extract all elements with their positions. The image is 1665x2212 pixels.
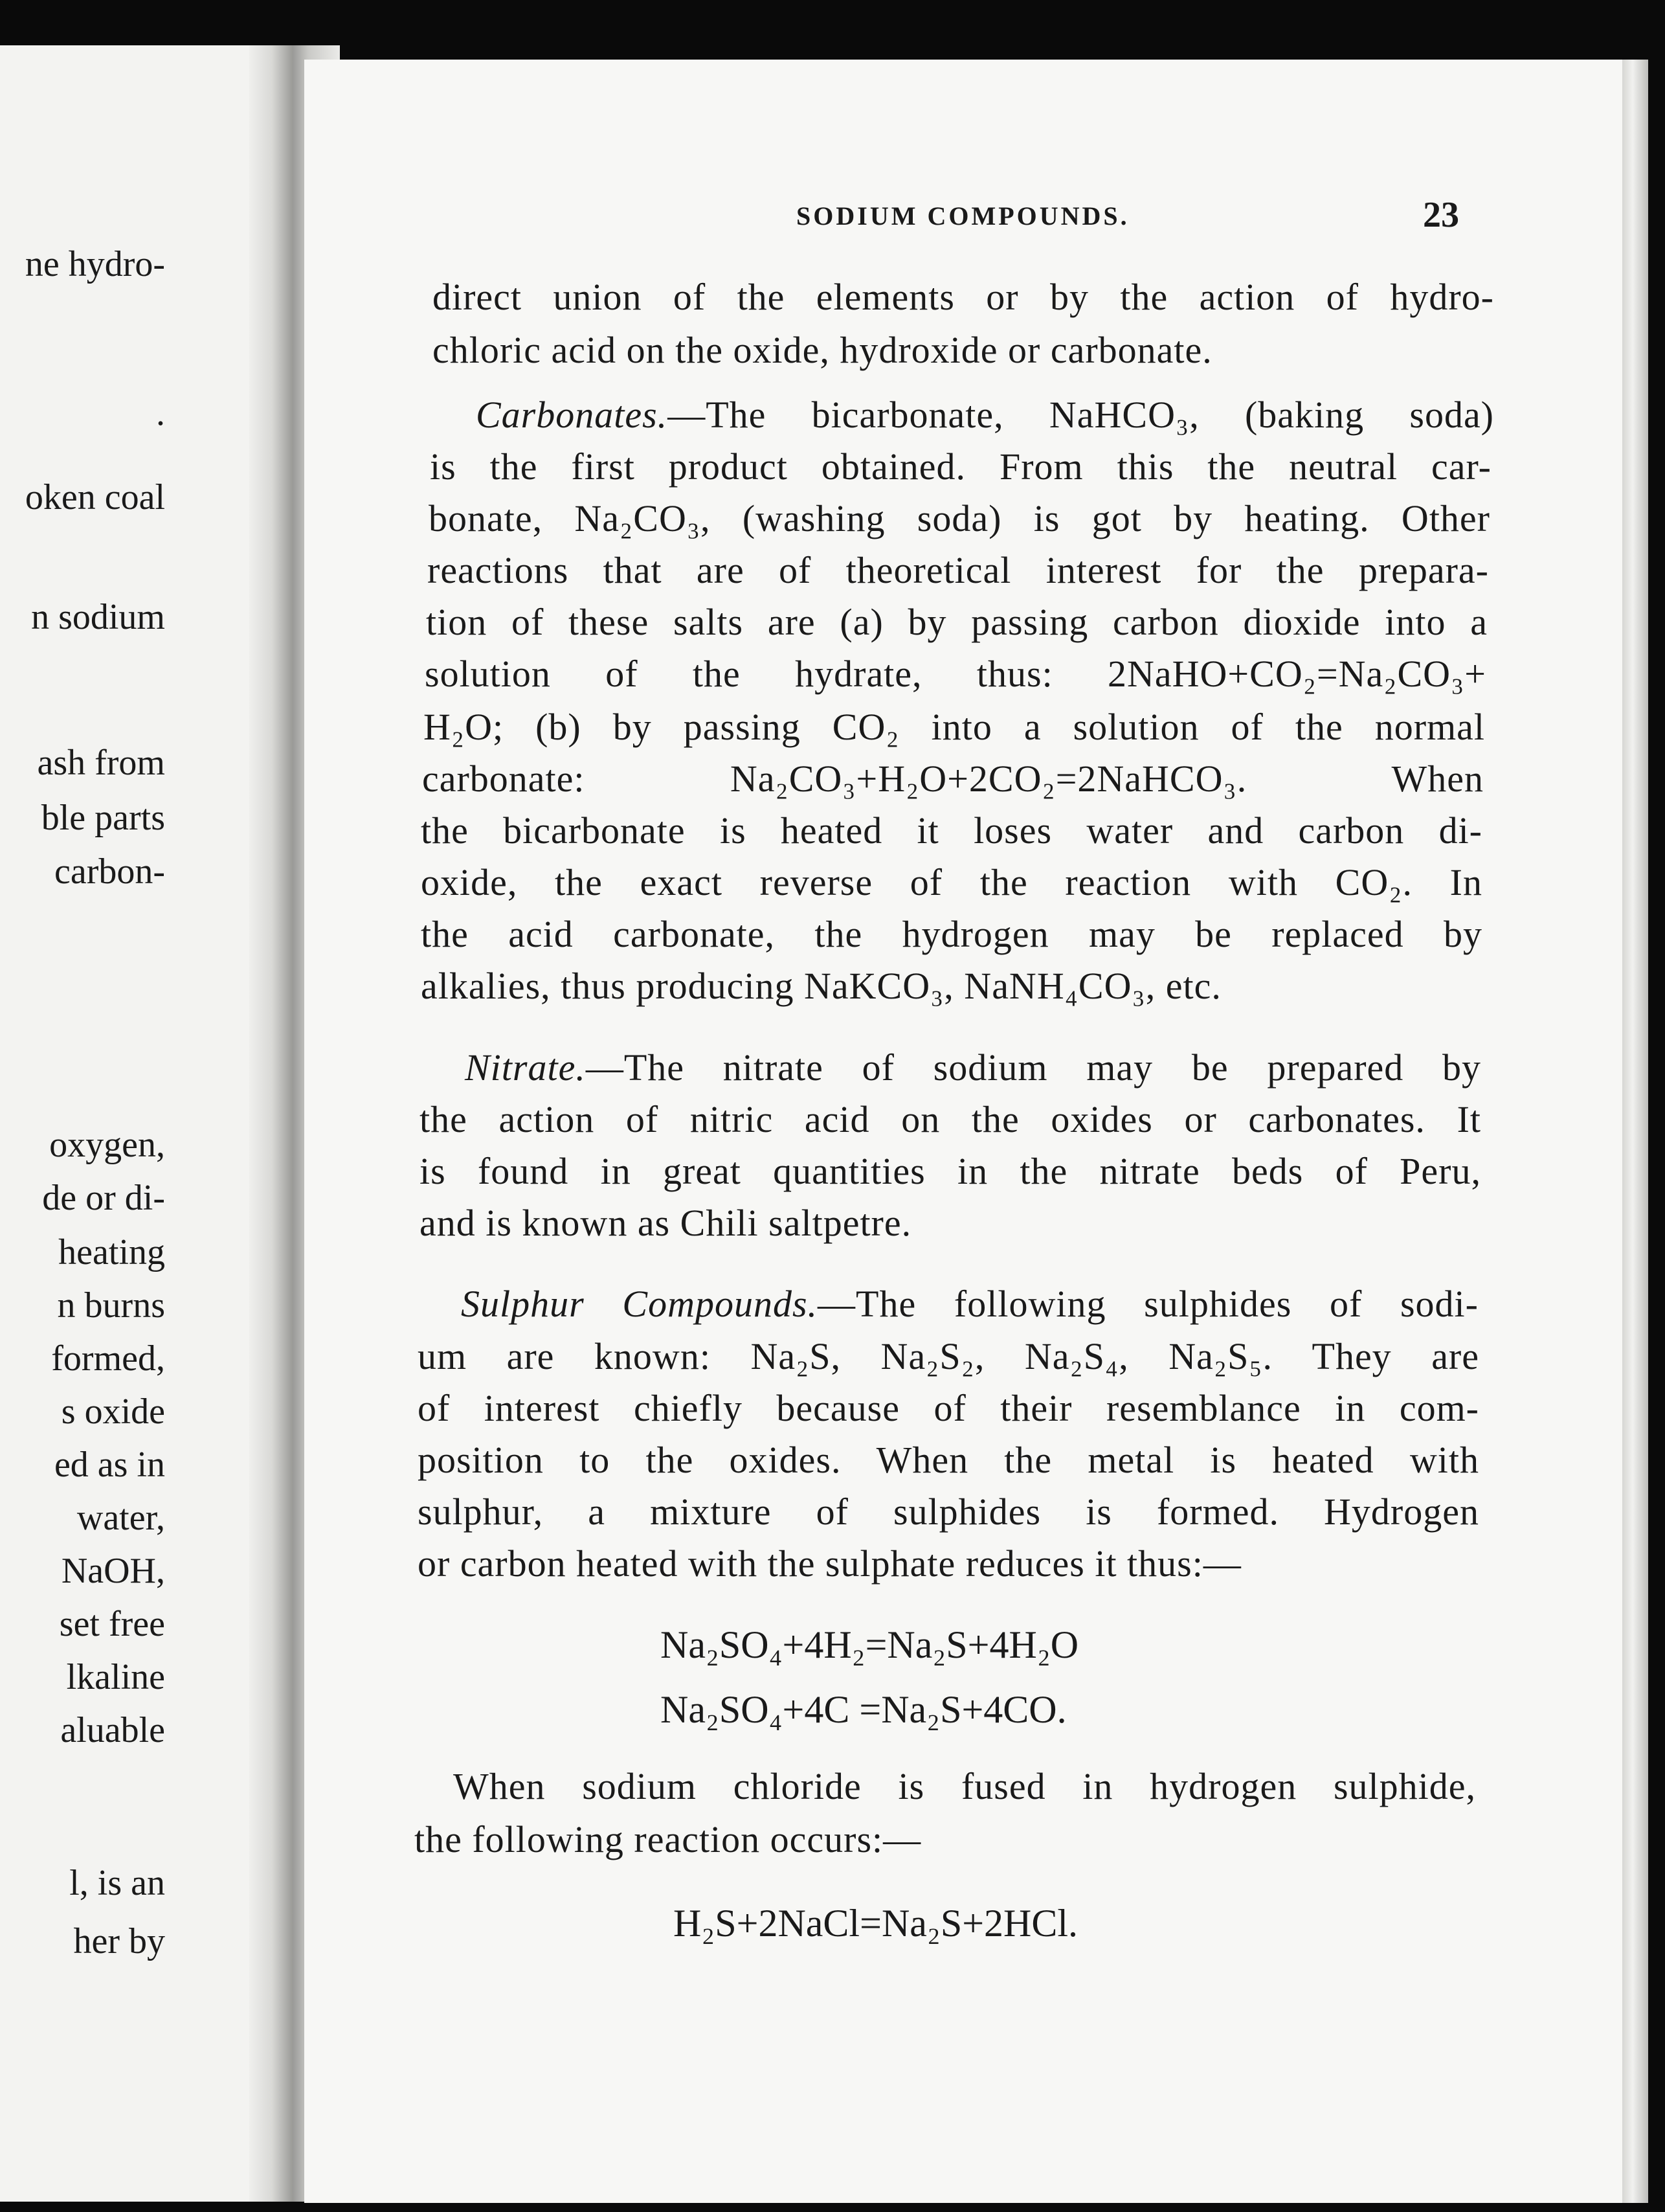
page-edge	[1622, 60, 1648, 2203]
running-head: SODIUM COMPOUNDS.	[796, 201, 1130, 231]
text-line: reactions that are of theoretical interest for the prepara-	[427, 549, 1489, 591]
previous-page	[0, 45, 291, 2202]
equation: Na₂SO₄+4C =Na₂S+4CO.	[660, 1688, 1067, 1731]
text-line: sulphur, a mixture of sulphides is formed. Hydrogen	[418, 1491, 1479, 1533]
left-fragment: her by	[73, 1921, 165, 1961]
text-line: bonate, Na₂CO₃, (washing soda) is got by heating. Other	[429, 497, 1490, 539]
left-fragment: aluable	[60, 1710, 165, 1750]
left-fragment: n burns	[57, 1285, 165, 1326]
text-line: or carbon heated with the sulphate reduces it thus:—	[418, 1542, 1242, 1585]
text-line: the following reaction occurs:—	[414, 1818, 922, 1860]
left-fragment: formed,	[51, 1338, 165, 1379]
text-line: —The nitrate of sodium may be prepared by	[585, 1046, 1481, 1089]
left-fragment: heating	[58, 1232, 165, 1272]
text-line: solution of the hydrate, thus: 2NaHO+CO₂=Na₂CO₃+	[425, 653, 1486, 695]
left-fragment: lkaline	[66, 1657, 165, 1697]
text-line: is the first product obtained. From this the neutral car-	[430, 446, 1492, 488]
left-fragment: oxygen,	[49, 1125, 165, 1165]
text-line: —The bicarbonate, NaHCO₃, (baking soda)	[667, 394, 1494, 436]
text-line: the action of nitric acid on the oxides or carbonates. It	[419, 1098, 1481, 1140]
text-line: of interest chiefly because of their resemblance in com-	[418, 1387, 1479, 1429]
text-line: When sodium chloride is fused in hydrogen sulphide,	[453, 1765, 1476, 1807]
left-fragment: set free	[59, 1604, 165, 1644]
left-fragment: s oxide	[61, 1392, 165, 1432]
left-fragment: NaOH,	[61, 1551, 165, 1591]
left-fragment: ble parts	[41, 798, 165, 838]
text-line: H₂O; (b) by passing CO₂ into a solution of the normal	[423, 706, 1485, 748]
page-number: 23	[1423, 195, 1459, 235]
text-line: alkalies, thus producing NaKCO₃, NaNH₄CO₃, etc.	[421, 965, 1222, 1007]
sulphur-paragraph-first-line	[461, 1285, 1479, 1323]
left-fragment: ne hydro-	[25, 244, 165, 284]
nitrate-heading: Nitrate.	[465, 1046, 586, 1089]
text-line: the acid carbonate, the hydrogen may be replaced by	[421, 913, 1482, 955]
text-line: tion of these salts are (a) by passing carbon dioxide into a	[426, 601, 1488, 643]
left-fragment: oken coal	[25, 477, 165, 517]
sulphur-heading: Sulphur Compounds.	[461, 1283, 818, 1325]
text-line: the bicarbonate is heated it loses water and carbon di-	[421, 809, 1482, 852]
left-fragment: ash from	[37, 743, 165, 783]
left-fragment: l, is an	[69, 1863, 165, 1903]
left-fragment: water,	[76, 1498, 165, 1538]
text-line: is found in great quantities in the nitrate beds of Peru,	[419, 1150, 1481, 1192]
text-line: direct union of the elements or by the action of hydro-	[432, 276, 1494, 318]
equation: H₂S+2NaCl=Na₂S+2HCl.	[673, 1902, 1078, 1945]
text-line: —The following sulphides of sodi-	[818, 1283, 1479, 1325]
left-fragment: de or di-	[42, 1178, 165, 1218]
nitrate-paragraph-first-line	[465, 1046, 1481, 1089]
text-line: chloric acid on the oxide, hydroxide or carbonate.	[432, 329, 1212, 371]
left-fragment: .	[156, 393, 165, 433]
equation: Na₂SO₄+4H₂=Na₂S+4H₂O	[660, 1623, 1079, 1666]
text-line: carbonate: Na₂CO₃+H₂O+2CO₂=2NaHCO₃. When	[422, 758, 1484, 800]
text-line: position to the oxides. When the metal is heated with	[418, 1439, 1479, 1481]
carbonates-heading: Carbonates.	[476, 394, 668, 436]
text-line: um are known: Na₂S, Na₂S₂, Na₂S₄, Na₂S₅. They are	[418, 1335, 1479, 1377]
text-line: and is known as Chili saltpetre.	[419, 1202, 912, 1244]
left-fragment: n sodium	[31, 597, 165, 637]
text-line: oxide, the exact reverse of the reaction with CO₂. In	[421, 861, 1482, 903]
left-fragment: carbon-	[54, 852, 165, 892]
carbonates-paragraph-first-line	[476, 396, 1494, 434]
left-fragment: ed as in	[54, 1445, 165, 1485]
